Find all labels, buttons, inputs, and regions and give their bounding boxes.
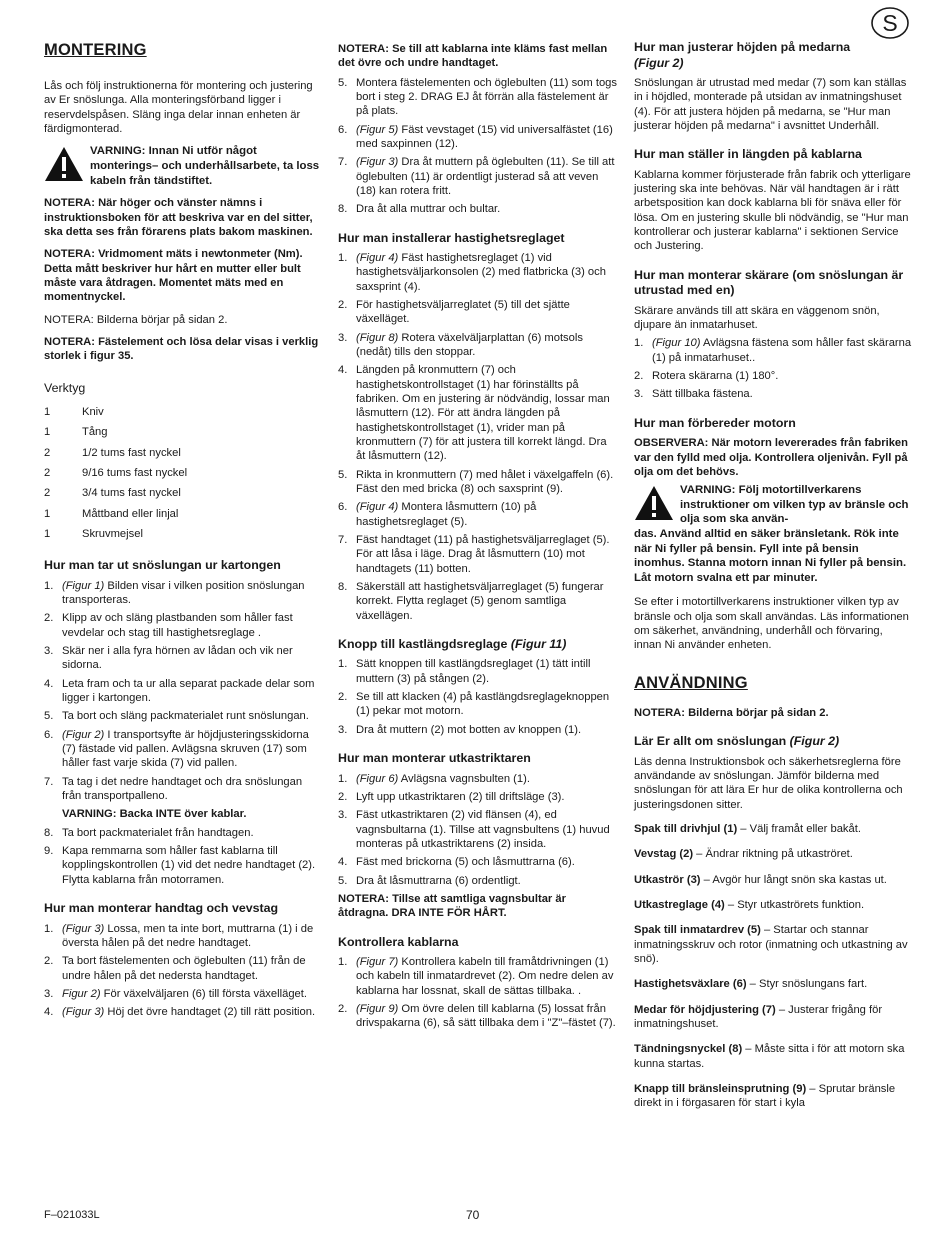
step-number: 1. xyxy=(338,772,348,785)
step-body: Ta bort packmaterialet från handtagen. xyxy=(62,826,254,839)
motorn-text: Se efter i motortillverkarens instruktioner vilken typ av bränsle och olja som skall användas. Läs informationen om säkerhet, användning, underhåll och förvaring, innan Ni använder enheten. xyxy=(634,596,909,652)
step-number: 3. xyxy=(338,331,348,344)
control-item xyxy=(634,873,912,887)
step-number: 6. xyxy=(338,501,348,514)
step-text xyxy=(356,533,618,576)
tool-row xyxy=(44,524,187,544)
anvandning-note: NOTERA: Bilderna börjar på sidan 2. xyxy=(634,706,829,719)
step-text xyxy=(62,728,322,771)
step-item xyxy=(44,728,322,771)
step-text xyxy=(356,790,618,804)
control-description: – Välj framåt eller bakåt. xyxy=(737,822,861,835)
step-text xyxy=(356,874,618,888)
control-description: – Styr snöslungans fart. xyxy=(746,978,868,991)
step-text xyxy=(652,369,912,383)
step-number: 2. xyxy=(338,299,348,312)
step-body: Säkerställ att hastighetsväljarreglaget (5) fungerar korrekt. Flytta reglaget (5) genom samtliga växellägen. xyxy=(356,581,604,622)
step-item xyxy=(634,387,912,401)
step-number: 1. xyxy=(338,956,348,969)
heading-lar xyxy=(634,734,912,750)
step-number: 7. xyxy=(338,534,348,547)
step-text xyxy=(356,468,618,497)
control-item xyxy=(634,1003,912,1032)
step-item xyxy=(338,202,618,216)
tool-row xyxy=(44,422,187,442)
step-body: Dra åt muttern på öglebulten (11). Se till att öglebulten (11) är ordentligt justerad så att veven (18) kan rotera fritt. xyxy=(356,156,615,197)
control-description: – Avgör hur långt snön ska kastas ut. xyxy=(700,873,887,886)
step-number: 5. xyxy=(338,76,348,89)
section-title-montering: MONTERING xyxy=(44,41,147,59)
control-item xyxy=(634,1082,912,1111)
step-body: Ta bort och släng packmaterialet runt snöslungan. xyxy=(62,710,309,723)
tool-quantity: 2 xyxy=(44,446,51,459)
step-text xyxy=(62,987,322,1001)
step-item xyxy=(338,468,618,497)
step-body: Bilden visar i vilken position snöslungan transporteras. xyxy=(62,579,305,607)
step-body: Dra åt muttern (2) mot botten av knoppen (1). xyxy=(356,723,582,736)
tool-name: Skruvmejsel xyxy=(82,527,143,540)
control-term: Hastighetsväxlare (6) xyxy=(634,978,747,991)
step-number: 2. xyxy=(338,1003,348,1016)
step-number: 7. xyxy=(44,775,54,788)
hastighet-steps xyxy=(338,251,618,623)
step-item xyxy=(44,709,322,723)
control-item xyxy=(634,847,912,861)
control-term: Spak till drivhjul (1) xyxy=(634,822,738,835)
step-number: 1. xyxy=(44,922,54,935)
step-text xyxy=(62,677,322,706)
heading-kablar: Kontrollera kablarna xyxy=(338,934,459,949)
tool-name: Måttband eller linjal xyxy=(82,507,179,520)
control-item xyxy=(634,898,912,912)
step-text xyxy=(652,387,912,401)
step-text xyxy=(62,579,322,608)
heading-handtag: Hur man monterar handtag och vevstag xyxy=(44,901,279,916)
note-images: NOTERA: Bilderna börjar på sidan 2. xyxy=(44,313,228,326)
step-text xyxy=(62,775,322,804)
step-number: 3. xyxy=(44,987,54,1000)
control-term: Tändningsnyckel (8) xyxy=(634,1043,743,1056)
tool-quantity: 2 xyxy=(44,466,51,479)
step-number: 3. xyxy=(634,388,644,401)
warning-text: VARNING: Innan Ni utför något monterings– och underhållsarbete, ta loss kabeln från tändstiftet. xyxy=(90,145,320,187)
heading-kartong: Hur man tar ut snöslungan ur kartongen xyxy=(44,558,281,573)
medarna-text: Snöslungan är utrustad med medar (7) som kan ställas in i höjdled, monterade på utsidan av inmatningshuset (4). För att justera höjden på medarna, se "Hur man justerar höjden på medarna" i avsnittet Underhåll. xyxy=(634,77,907,132)
column-middle xyxy=(338,42,618,1035)
lar-heading-text: Lär Er allt om snöslungan xyxy=(634,734,790,749)
step-item xyxy=(44,922,322,951)
step-text xyxy=(62,611,322,640)
step-body: I transportsyfte är höjdjusteringsskidorna (7) fästade vid pallen. Avlägsna skruven (17) som håller fast varje skida (7) vid pallen. xyxy=(62,728,309,770)
step-number: 2. xyxy=(338,790,348,803)
step-item xyxy=(44,579,322,608)
knopp-heading-figure: (Figur 11) xyxy=(510,636,567,651)
kartong-steps-continued xyxy=(44,826,322,887)
step-text xyxy=(62,844,322,887)
step-body: Rotera växelväljarplattan (6) motsols (nedåt) tills den stoppar. xyxy=(356,331,583,359)
step-item xyxy=(338,790,618,804)
step-body: Skär ner i alla fyra hörnen av lådan och vik ner sidorna. xyxy=(62,645,293,672)
step-item xyxy=(44,644,322,673)
step-text xyxy=(356,202,618,216)
tool-row xyxy=(44,504,187,524)
step-body: Lyft upp utkastriktaren (2) till driftsläge (3). xyxy=(356,790,565,803)
step-body: Dra åt låsmuttrarna (6) ordentligt. xyxy=(356,874,521,887)
step-text xyxy=(356,1002,618,1031)
step-body: Avlägsna vagnsbulten (1). xyxy=(398,772,530,785)
control-term: Utkaströr (3) xyxy=(634,873,701,886)
badge-letter: S xyxy=(882,10,898,36)
step-item xyxy=(338,874,618,888)
tool-name: Tång xyxy=(82,426,108,439)
step-number: 1. xyxy=(338,252,348,265)
control-term: Knapp till bränsleinsprutning (9) xyxy=(634,1082,807,1095)
step-body: Avlägsna fästena som håller fast skärarna (1) på inmatarhuset.. xyxy=(652,337,912,364)
medarna-heading-figure: (Figur 2) xyxy=(634,55,684,70)
step-body: Fäst utkastriktaren (2) vid flänsen (4), ed vagnsbultarna (1). Tillse att vagnsbultens (1) huvud monteras på utkastriktarens (2) insida. xyxy=(356,809,610,850)
step-number: 1. xyxy=(634,337,644,350)
step-body: Höj det övre handtaget (2) till rätt position. xyxy=(104,1006,316,1019)
step-number: 3. xyxy=(44,645,54,658)
step-item xyxy=(338,723,618,737)
step-figure-ref: (Figur 3) xyxy=(62,922,105,935)
step-text xyxy=(356,331,618,360)
heading-verktyg: Verktyg xyxy=(44,381,86,396)
utkast-note: NOTERA: Tillse att samtliga vagnsbultar är åtdragna. DRA INTE FÖR HÅRT. xyxy=(338,892,566,920)
step-item xyxy=(44,775,322,804)
step-text xyxy=(356,298,618,327)
step-text xyxy=(652,336,912,365)
step-text xyxy=(356,772,618,786)
step-text xyxy=(62,709,322,723)
step-text xyxy=(356,657,618,686)
step-item xyxy=(338,580,618,623)
warning-triangle-icon xyxy=(44,146,84,182)
warning-triangle-icon xyxy=(634,485,674,521)
control-term: Utkastreglage (4) xyxy=(634,898,725,911)
step-item xyxy=(44,1005,322,1019)
step-number: 4. xyxy=(338,856,348,869)
step-text xyxy=(356,251,618,294)
step-body: Fäst med brickorna (5) och låsmuttrarna (6). xyxy=(356,856,575,869)
step-text xyxy=(356,855,618,869)
step-figure-ref: (Figur 8) xyxy=(356,331,399,344)
control-term: Vevstag (2) xyxy=(634,848,694,861)
step-number: 1. xyxy=(338,658,348,671)
tool-quantity: 1 xyxy=(44,405,51,418)
tool-row xyxy=(44,483,187,503)
step-text xyxy=(356,155,618,198)
control-description: – Ändrar riktning på utkaströret. xyxy=(693,848,853,861)
utkast-steps xyxy=(338,772,618,888)
step-body: Längden på kronmuttern (7) och hastighetskontrollstaget (1) har förinställts på fabriken. Om en justering är nödvändig, lossar man låsmuttern (12). För att ändra längden på hastighetskontrollstaget (1), vrider man på kronmuttern (7) för att justera till korrekt längd. Dra åt låsmuttern (12). xyxy=(356,364,610,463)
control-item xyxy=(634,1042,912,1071)
step-item xyxy=(44,844,322,887)
step-body: Rikta in kronmuttern (7) med hålet i växelgaffeln (6). Fäst den med bricka (8) och saxsprint (9). xyxy=(356,468,614,496)
document-code: F–021033L xyxy=(44,1209,100,1221)
step-item xyxy=(338,657,618,686)
step-body: Kapa remmarna som håller fast kablarna till kopplingskontrollen (1) vid det nedre handtaget (2). Flytta kablarna från motorramen. xyxy=(62,845,316,886)
step-number: 2. xyxy=(338,691,348,704)
step-item xyxy=(44,611,322,640)
step-text xyxy=(356,580,618,623)
note-torque: NOTERA: Vridmoment mäts i newtonmeter (Nm). Detta mått beskriver hur hårt en mutter eller bult måste vara åtdragen. Momentet mäts med en momentnyckel. xyxy=(44,248,303,304)
tool-row xyxy=(44,463,187,483)
step-item xyxy=(338,955,618,998)
step-number: 5. xyxy=(44,710,54,723)
step-number: 4. xyxy=(338,364,348,377)
step-item xyxy=(44,677,322,706)
tool-quantity: 1 xyxy=(44,426,51,439)
column-left xyxy=(44,40,322,1023)
tool-quantity: 2 xyxy=(44,487,51,500)
tool-quantity: 1 xyxy=(44,527,51,540)
step-item xyxy=(44,954,322,983)
step-item xyxy=(44,987,322,1001)
control-item xyxy=(634,977,912,991)
skarare-steps xyxy=(634,336,912,401)
step-text xyxy=(62,826,322,840)
step-body: Ta bort fästelementen och öglebulten (11) från de undre hålen på det nedersta handtaget. xyxy=(62,955,306,982)
heading-motorn: Hur man förbereder motorn xyxy=(634,415,796,430)
step-figure-ref: Figur 2) xyxy=(62,987,101,1000)
heading-utkast: Hur man monterar utkastriktaren xyxy=(338,751,531,766)
handtag-note: NOTERA: Se till att kablarna inte kläms fast mellan det övre och undre handtaget. xyxy=(338,43,608,70)
langd-text: Kablarna kommer förjusterade från fabrik och ytterligare justering ska inte behövas. När väl handtagen är i rätt arbetsposition kan dock kablarna bli för snäva eller för lösa. Om en justering skulle bli nödvändig, se "Hur man kontrollerar och justerar kablarna" i sektionen Service och Justering. xyxy=(634,168,911,253)
controls-list xyxy=(634,822,912,1111)
control-description: – Justerar frigång för inmatningshuset. xyxy=(634,1003,883,1030)
step-text xyxy=(62,644,322,673)
step-body: Montera låsmuttern (10) på hastighetsreglaget (5). xyxy=(356,501,537,528)
step-number: 2. xyxy=(634,370,644,383)
step-body: Fäst handtaget (11) på hastighetsväljarreglaget (5). För att låsa i läge. Drag åt låsmuttern (10) mot handtagets (11) botten. xyxy=(356,534,610,575)
step-number: 8. xyxy=(44,826,54,839)
step-item xyxy=(338,1002,618,1031)
control-description: – Måste sitta i för att motorn ska kunna startas. xyxy=(634,1043,905,1070)
step-text xyxy=(356,690,618,719)
step-number: 3. xyxy=(338,809,348,822)
step-figure-ref: (Figur 1) xyxy=(62,579,105,592)
step-item xyxy=(634,369,912,383)
step-body: Kontrollera kabeln till framåtdrivningen (1) och kabeln till inmatardrevet (2). Om nedre delen av kablarna har lossnat, skall de sättas tillbaka. . xyxy=(356,956,614,997)
step-text xyxy=(356,723,618,737)
tool-row xyxy=(44,443,187,463)
step-item xyxy=(338,298,618,327)
step-number: 7. xyxy=(338,156,348,169)
control-item xyxy=(634,923,912,966)
step-item xyxy=(338,772,618,786)
column-right xyxy=(634,40,912,1122)
step-body: För hastighetsväljarreglatet (5) till det sjätte växelläget. xyxy=(356,299,570,326)
control-description: – Styr utkaströrets funktion. xyxy=(724,898,865,911)
note-left-right: NOTERA: När höger och vänster nämns i instruktionsboken för att beskriva var en del sitter, ska detta ses från förarens plats bakom maskinen. xyxy=(44,197,313,238)
knopp-steps xyxy=(338,657,618,737)
step-item xyxy=(338,155,618,198)
step-number: 4. xyxy=(44,1006,54,1019)
step-item xyxy=(44,826,322,840)
step-figure-ref: (Figur 3) xyxy=(356,156,399,169)
warning-block xyxy=(44,144,322,188)
step-figure-ref: (Figur 10) xyxy=(652,337,701,350)
handtag-steps-continued xyxy=(338,76,618,217)
step-body: Dra åt alla muttrar och bultar. xyxy=(356,203,501,216)
step-figure-ref: (Figur 5) xyxy=(356,123,399,136)
step-body: Montera fästelementen och öglebulten (11) som togs bort i steg 2. DRAG EJ åt förrän alla fästelement är på plats. xyxy=(356,76,617,118)
kablar-steps xyxy=(338,955,618,1031)
step-body: Lossa, men ta inte bort, muttrarna (1) i de översta hålen på det nedre handtaget. xyxy=(62,922,314,949)
medarna-heading-text: Hur man justerar höjden på medarna xyxy=(634,40,851,54)
step-number: 6. xyxy=(44,728,54,741)
control-item xyxy=(634,822,912,836)
step-number: 9. xyxy=(44,845,54,858)
control-term: Medar för höjdjustering (7) xyxy=(634,1003,776,1016)
step-text xyxy=(356,363,618,463)
step-figure-ref: (Figur 3) xyxy=(62,1006,105,1019)
step-item xyxy=(338,363,618,463)
motorn-warning-rest: das. Använd alltid en säker bränsletank. Rök inte när Ni fyller på bensin. Fyll inte på bensin inomhus. Stanna motorn innan Ni fyller på bensin. Låt motorn svalna ett par minuter. xyxy=(634,528,907,584)
step-body: Ta tag i det nedre handtaget och dra snöslungan från transportpalleno. xyxy=(62,775,303,803)
step-item xyxy=(338,533,618,576)
step-item xyxy=(634,336,912,365)
skarare-text: Skärare används till att skära en väggenom snön, djupare än inmatarhuset. xyxy=(634,304,880,332)
control-term: Spak till inmatardrev (5) xyxy=(634,924,761,937)
step-text xyxy=(356,808,618,851)
step-body: Leta fram och ta ur alla separat packade delar som ligger i kartongen. xyxy=(62,677,315,705)
motorn-warning-top: VARNING: Följ motortillverkarens instruktioner om vilken typ av bränsle och olja som ska använ- xyxy=(680,484,909,526)
tool-name: Kniv xyxy=(82,405,104,418)
step-item xyxy=(338,76,618,119)
step-figure-ref: (Figur 7) xyxy=(356,956,399,969)
step-item xyxy=(338,331,618,360)
section-title-anvandning: ANVÄNDNING xyxy=(634,673,748,692)
language-badge xyxy=(870,6,910,40)
step-number: 3. xyxy=(338,723,348,736)
heading-medarna xyxy=(634,40,912,71)
motorn-warning-block xyxy=(634,483,912,527)
step-item xyxy=(338,690,618,719)
note-fasteners: NOTERA: Fästelement och lösa delar visas i verklig storlek i figur 35. xyxy=(44,335,319,363)
step-body: Sätt knoppen till kastlängdsreglaget (1) tätt intill muttern (3) på stången (2). xyxy=(356,658,591,685)
tool-name: 3/4 tums fast nyckel xyxy=(82,487,181,500)
step-figure-ref: (Figur 4) xyxy=(356,252,399,265)
step-number: 5. xyxy=(338,468,348,481)
tools-table xyxy=(44,402,187,544)
control-description: – Startar och stannar inmatningsskruv och rotor (inmatning och utkastning av snö). xyxy=(634,924,908,965)
page-number: 70 xyxy=(466,1208,480,1222)
tool-quantity: 1 xyxy=(44,507,51,520)
tool-name: 1/2 tums fast nyckel xyxy=(82,446,181,459)
step-body: För växelväljaren (6) till första växelläget. xyxy=(100,987,307,1000)
step-body: Sätt tillbaka fästena. xyxy=(652,388,753,401)
step-number: 6. xyxy=(338,123,348,136)
step-number: 2. xyxy=(44,955,54,968)
step-number: 8. xyxy=(338,581,348,593)
step-item xyxy=(338,123,618,152)
tool-name: 9/16 tums fast nyckel xyxy=(82,466,188,479)
lar-heading-figure: (Figur 2) xyxy=(789,734,840,749)
step-text xyxy=(62,954,322,983)
step-body: Klipp av och släng plastbanden som håller fast vevdelar och stag till hastighetsreglage . xyxy=(62,612,293,639)
step-item xyxy=(338,500,618,529)
heading-hastighet: Hur man installerar hastighetsreglaget xyxy=(338,230,565,245)
step-text xyxy=(356,123,618,152)
step-number: 8. xyxy=(338,203,348,216)
step-number: 4. xyxy=(44,677,54,690)
step-number: 1. xyxy=(44,579,54,592)
montering-intro: Lås och följ instruktionerna för montering och justering av Er snöslunga. Alla monteringsförband ligger i reservdelspåsen. Släng inga delar innan enheten är färdigmonterad. xyxy=(44,80,313,136)
step-text xyxy=(356,955,618,998)
kartong-steps xyxy=(44,579,322,804)
step-body: Om övre delen till kablarna (5) lossat från drivspakarna (6), så sätt tillbaka dem i "Z"–fästet (7). xyxy=(356,1003,616,1030)
heading-knopp xyxy=(338,637,618,653)
heading-langd: Hur man ställer in längden på kablarna xyxy=(634,147,862,162)
step-body: Se till att klacken (4) på kastlängdsreglageknoppen (1) pekar mot motorn. xyxy=(356,691,610,718)
step-number: 2. xyxy=(44,612,54,625)
step-body: Fäst vevstaget (15) vid universalfästet (16) med saxpinnen (12). xyxy=(356,123,613,150)
step-item xyxy=(338,251,618,294)
step-figure-ref: (Figur 9) xyxy=(356,1003,399,1016)
tool-row xyxy=(44,402,187,422)
step-text xyxy=(356,76,618,119)
anvandning-text: Läs denna Instruktionsbok och säkerhetsreglerna före användande av snöslungan. Jämför bilderna med snöslungan för att lära Er hur de olika kontrollerna och justeringsdonen sitter. xyxy=(634,755,903,811)
handtag-steps xyxy=(44,922,322,1020)
step-figure-ref: (Figur 4) xyxy=(356,501,399,514)
step-item xyxy=(338,855,618,869)
heading-skarare: Hur man monterar skärare (om snöslungan är utrustad med en) xyxy=(634,267,904,298)
step-body: Fäst hastighetsreglaget (1) vid hastighetsväljarkonsolen (2) med flatbricka (3) och saxsprint (4). xyxy=(356,252,606,293)
step-body: Rotera skärarna (1) 180°. xyxy=(652,370,779,383)
control-description: – Sprutar bränsle direkt in i förgasaren för start i kyla xyxy=(634,1082,896,1110)
step-item xyxy=(338,808,618,851)
step-text xyxy=(356,500,618,529)
step-figure-ref: (Figur 6) xyxy=(356,772,399,785)
step-text xyxy=(62,1005,322,1019)
step-text xyxy=(62,922,322,951)
motorn-observe: OBSERVERA: När motorn levererades från fabriken var den fylld med olja. Kontrollera oljenivån. Fyll på olja om det behövs. xyxy=(634,437,908,478)
kartong-warning: VARNING: Backa INTE över kablar. xyxy=(62,808,247,821)
knopp-heading-text: Knopp till kastlängdsreglage xyxy=(338,636,511,651)
step-number: 5. xyxy=(338,874,348,887)
step-figure-ref: (Figur 2) xyxy=(62,728,105,741)
